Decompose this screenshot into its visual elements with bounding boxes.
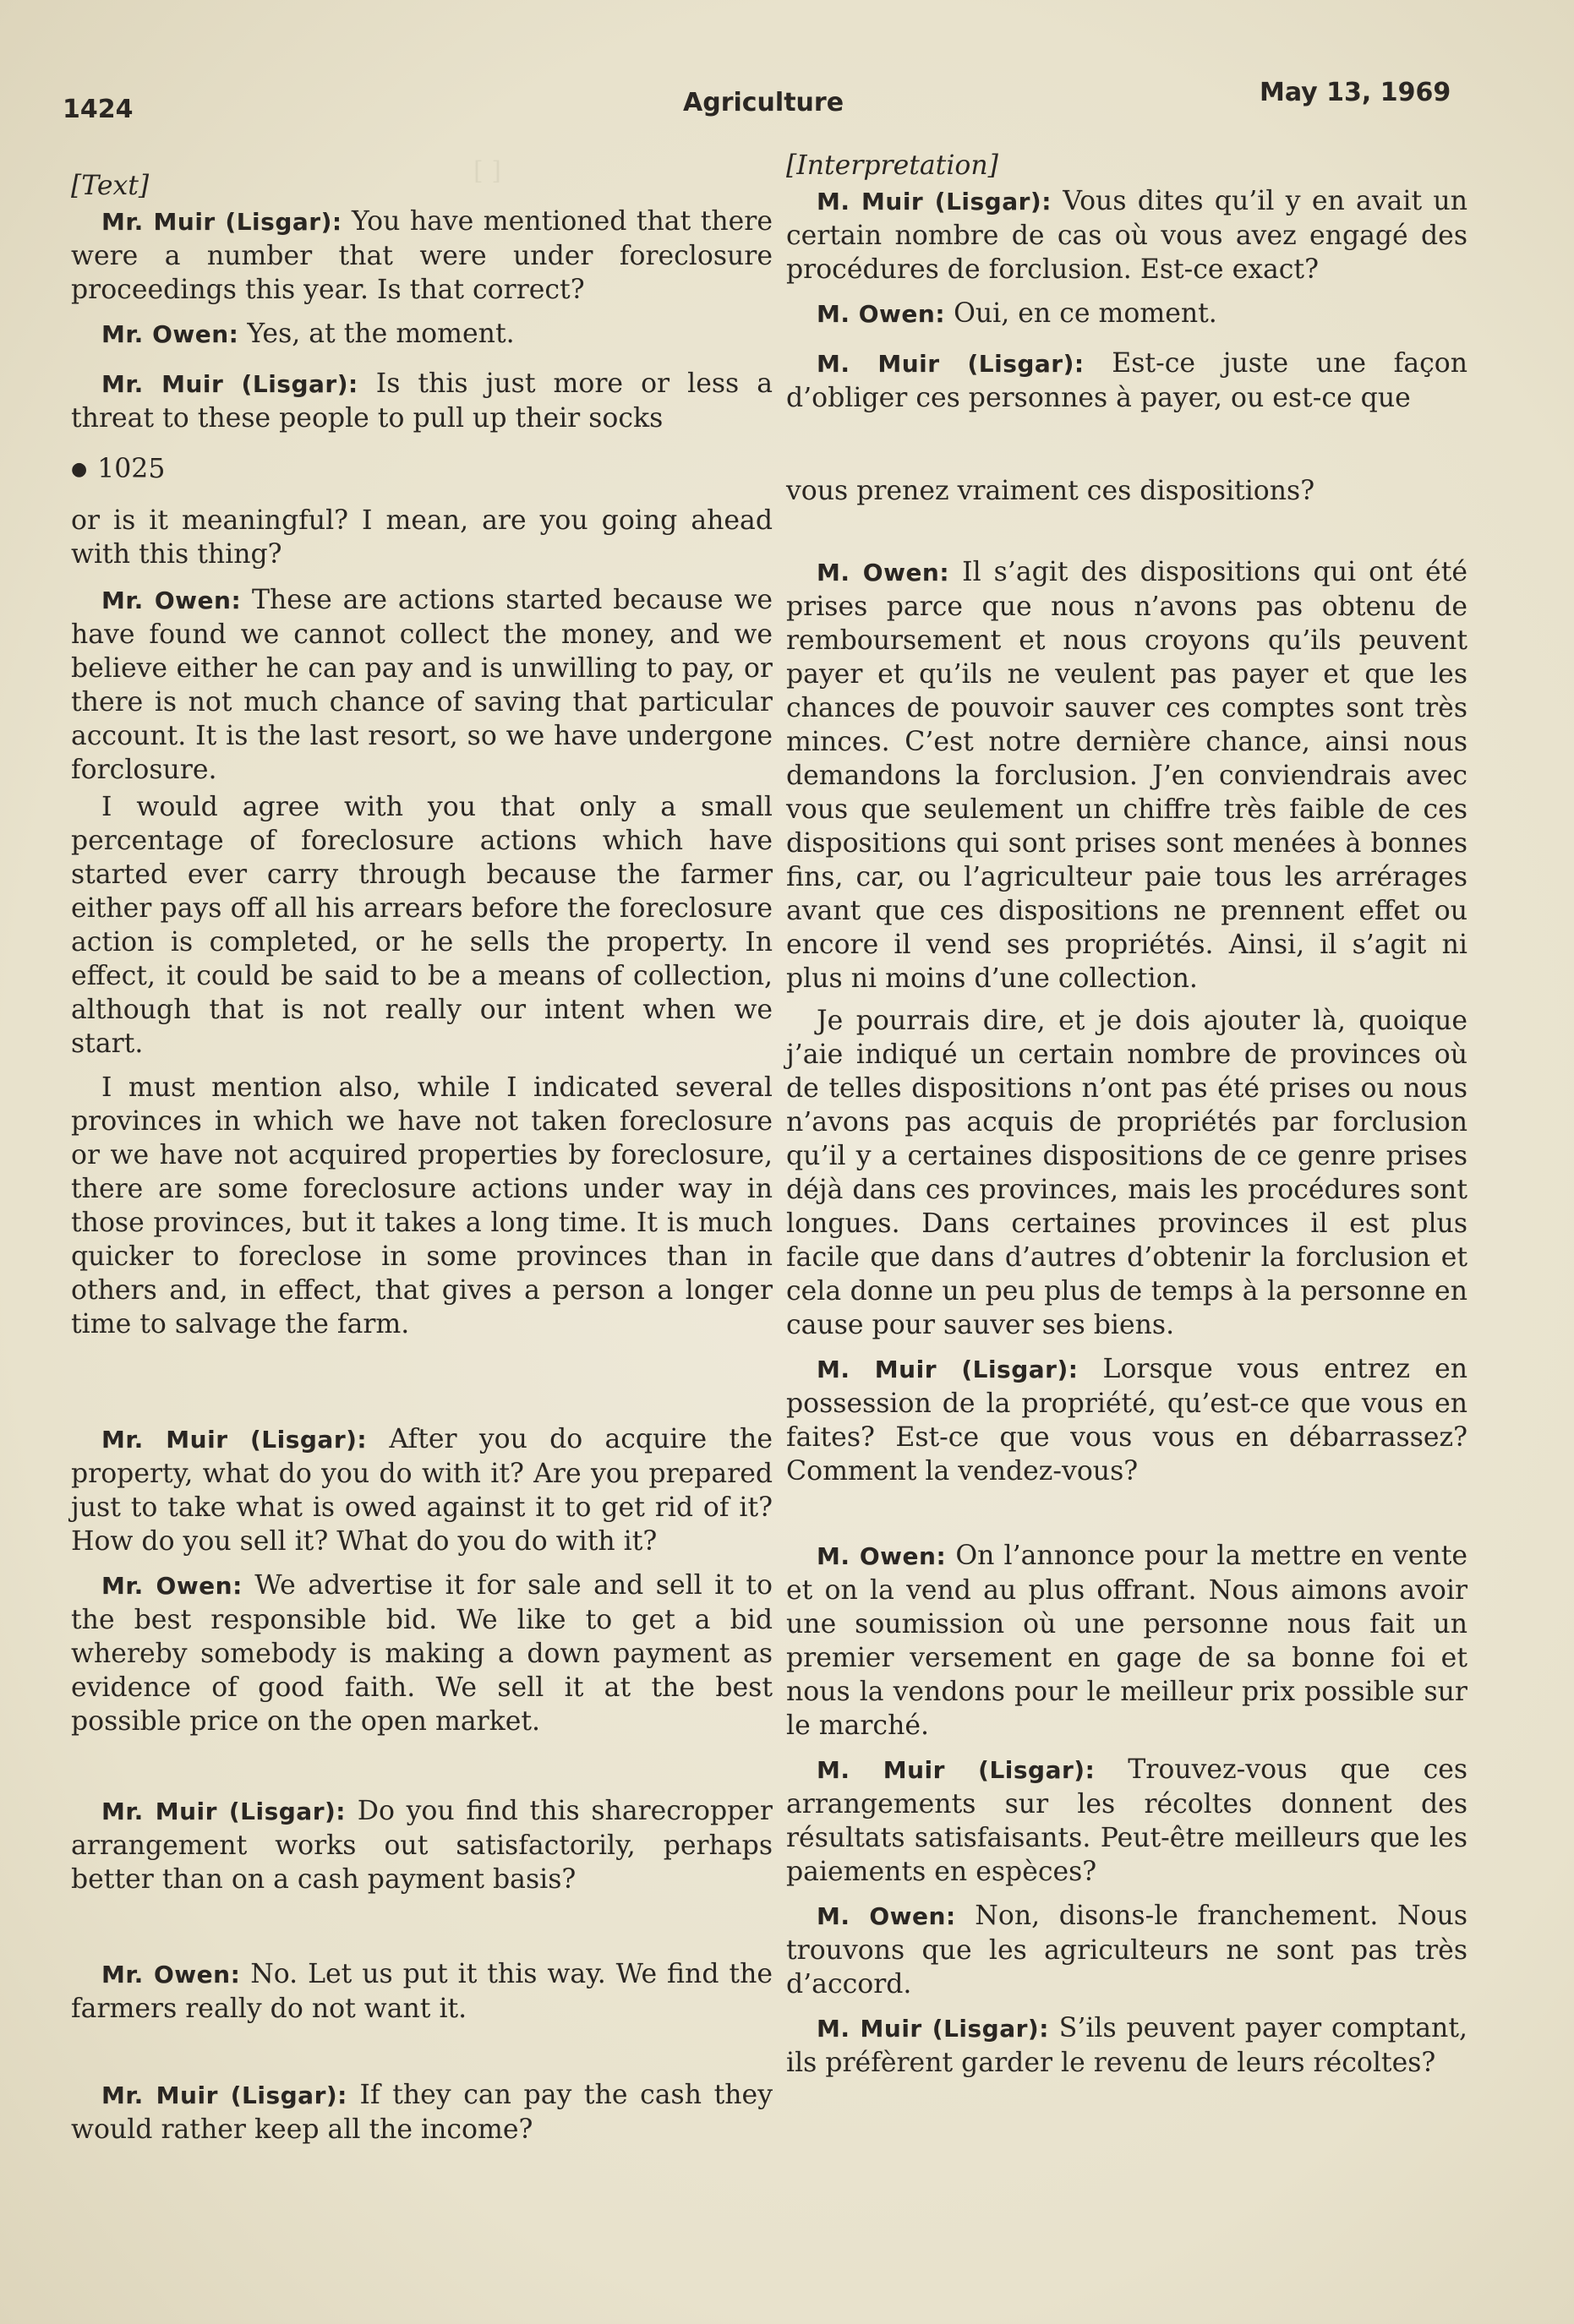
french-column (786, 149, 1467, 2080)
paragraph (71, 367, 773, 435)
bleed-through: [ ] (473, 156, 501, 186)
speech: I must mention also, while I indicated several provinces in which we have not taken foreclosure or we have not acquired properties by foreclosure, there are some foreclosure actions under way in those provinces, but it takes a long time. It is much quicker to foreclose in some provinces than in others and, in effect, that gives a person a longer time to salvage the farm. (71, 1072, 773, 1339)
paragraph (71, 205, 773, 307)
paragraph (71, 1071, 773, 1341)
english-column (71, 169, 773, 2147)
paragraph (71, 317, 773, 352)
speech: Est-ce juste une façon d’obliger ces personnes à payer, ou est-ce que (786, 348, 1468, 413)
paragraph (786, 2011, 1467, 2080)
speech: Is this just more or less a threat to these people to pull up their socks (71, 368, 773, 434)
paragraph (786, 1004, 1467, 1342)
paragraph (71, 790, 773, 1061)
speech: Je pourrais dire, et je dois ajouter là, quoique j’aie indiqué un certain nombre de provinces où de telles dispositions n’ont pas été prises ou nous n’avons pas acquis de propriétés par forclusion qu’il y a certaines dispositions de ce genre prises déjà dans ces provinces, mais les procédures sont longues. Dans certaines provinces il est plus facile que dans d’autres d’obtenir la forclusion et cela donne un peu plus de temps à la personne en cause pour sauver ses biens. (786, 1006, 1467, 1340)
paragraph (71, 583, 773, 787)
speech: Yes, at the moment. (247, 319, 515, 349)
running-head: Agriculture (683, 88, 844, 117)
speaker: M. Muir (Lisgar): (817, 350, 1085, 378)
speech: Il s’agit des dispositions qui ont été prises parce que nous n’avons pas obtenu de remboursement et nous croyons qu’ils peuvent payer et qu’ils ne veulent pas payer et que les chances de pouvoir sauver ces comptes sont très minces. C’est notre dernière chance, ainsi nous demandons la forclusion. J’en conviendrais avec vous que seulement un chiffre très faible de ces dispositions qui sont prises sont menées à bonnes fins, car, ou l’agriculteur paie tous les arrérages avant que ces dispositions ne prennent effet ou encore il vend ses propriétés. Ainsi, il s’agit ni plus ni moins d’une collection. (786, 557, 1468, 994)
paragraph (786, 346, 1467, 415)
paragraph (786, 1539, 1467, 1743)
paragraph (786, 1352, 1467, 1488)
time-marker-text: 1025 (97, 454, 166, 484)
speech: These are actions started because we have found we cannot collect the money, and we believe either he can pay and is unwilling to pay, or there is not much chance of saving that particular account. It is the last resort, so we have undergone forclosure. (71, 585, 773, 785)
paragraph (71, 1957, 773, 2026)
page-number: 1424 (63, 95, 134, 124)
speaker: M. Owen: (817, 1902, 956, 1930)
paragraph (786, 474, 1467, 508)
paragraph (71, 2078, 773, 2147)
speaker: Mr. Muir (Lisgar): (101, 1426, 368, 1454)
speaker: M. Muir (Lisgar): (817, 188, 1052, 215)
speaker: M. Owen: (817, 1542, 947, 1570)
paragraph (71, 1422, 773, 1558)
speech: or is it meaningful? I mean, are you going ahead with this thing? (71, 505, 773, 570)
speaker: M. Muir (Lisgar): (817, 2015, 1049, 2043)
bullet-icon: ● (71, 459, 88, 480)
column-label: [Text] (71, 171, 150, 201)
paragraph (786, 555, 1467, 996)
speech: Oui, en ce moment. (954, 298, 1217, 329)
speech: Lorsque vous entrez en possession de la propriété, qu’est-ce que vous en faites? Est-ce que vous vous en débarrassez? Comment la vendez-vous? (786, 1354, 1467, 1487)
speaker: Mr. Muir (Lisgar): (101, 1798, 347, 1825)
speech: S’ils peuvent payer comptant, ils préfèrent garder le revenu de leurs récoltes? (786, 2013, 1468, 2078)
paragraph (786, 184, 1467, 286)
paragraph (71, 504, 773, 571)
paragraph (71, 1794, 773, 1896)
speech: Do you find this sharecropper arrangement works out satisfactorily, perhaps better than on a cash payment basis? (71, 1796, 773, 1895)
speaker: M. Muir (Lisgar): (817, 1756, 1096, 1784)
speech: On l’annonce pour la mettre en vente et on la vend au plus offrant. Nous aimons avoir une soumission où une personne nous fait un premier versement en gage de sa bonne foi et nous la vendons pour le meilleur prix possible sur le marché. (786, 1541, 1468, 1741)
speech: After you do acquire the property, what do you do with it? Are you prepared just to take what is owed against it to get rid of it? How do you sell it? What do you do with it? (71, 1424, 773, 1557)
paragraph (786, 297, 1467, 331)
paragraph (71, 1568, 773, 1738)
paragraph (786, 1899, 1467, 2001)
speaker: M. Muir (Lisgar): (817, 1356, 1079, 1383)
speech: No. Let us put it this way. We find the farmers really do not want it. (71, 1959, 773, 2024)
speaker: Mr. Owen: (101, 586, 242, 614)
speech: I would agree with you that only a small percentage of foreclosure actions which have started ever carry through because the farmer either pays off all his arrears before the foreclosure action is completed, or he sells the property. In effect, it could be said to be a means of collection, although that is not really our intent when we start. (71, 792, 773, 1059)
speech: Non, disons-le franchement. Nous trouvons que les agriculteurs ne sont pas très d’accord. (786, 1901, 1467, 1999)
speaker: Mr. Owen: (101, 1572, 243, 1600)
speech: Vous dites qu’il y en avait un certain nombre de cas où vous avez engagé des procédures de forclusion. Est-ce exact? (786, 186, 1468, 285)
speaker: Mr. Muir (Lisgar): (101, 2081, 347, 2109)
speech: vous prenez vraiment ces dispositions? (786, 476, 1315, 506)
speech: You have mentioned that there were a number that were under foreclosure proceedings this year. Is that correct? (71, 206, 773, 305)
time-marker (71, 452, 773, 487)
paragraph (786, 1753, 1467, 1889)
speaker: Mr. Owen: (101, 1961, 241, 1988)
speech: We advertise it for sale and sell it to the best responsible bid. We like to get a bid whereby somebody is making a down payment as evidence of good faith. We sell it at the best possible price on the open market. (71, 1570, 773, 1737)
issue-date: May 13, 1969 (1260, 78, 1451, 107)
speech: Trouvez-vous que ces arrangements sur les récoltes donnent des résultats satisfaisants. Peut-être meilleurs que les paiements en espèces? (786, 1754, 1468, 1887)
speaker: Mr. Muir (Lisgar): (101, 370, 358, 398)
speaker: Mr. Muir (Lisgar): (101, 208, 342, 236)
speech: If they can pay the cash they would rather keep all the income? (71, 2080, 773, 2145)
speaker: Mr. Owen: (101, 320, 239, 348)
speaker: M. Owen: (817, 300, 946, 328)
speaker: M. Owen: (817, 559, 950, 586)
column-label: [Interpretation] (786, 150, 998, 181)
